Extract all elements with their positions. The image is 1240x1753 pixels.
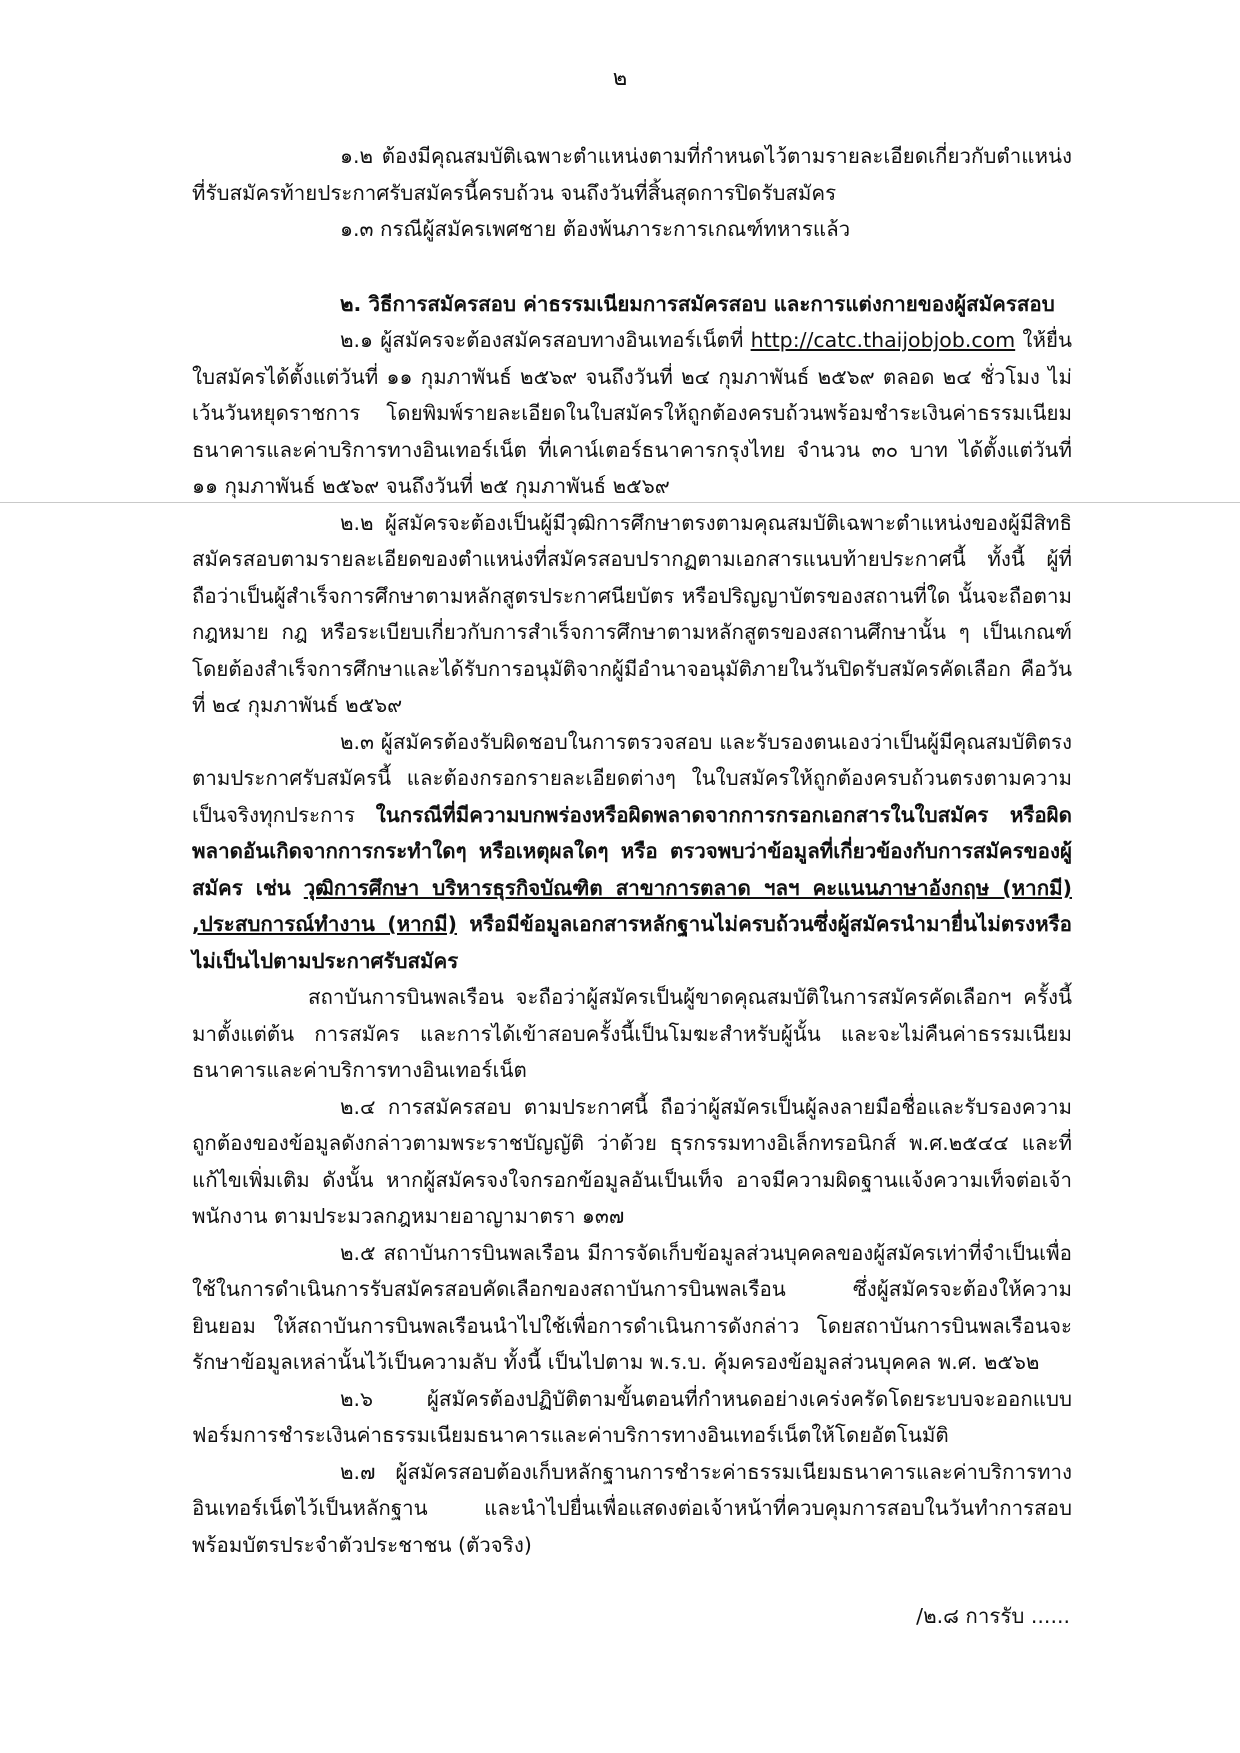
paragraph-2-3-bold-tail: หรือมีข้อมูลเอกสารหลักฐานไม่ครบถ้วนซึ่งผู้สมัครนำมายื่นไม่ตรงหรือไม่เป็นไปตามประกาศรับสมัคร [192, 912, 1072, 973]
paragraph-2-3 [192, 724, 1072, 980]
paragraph-2-3-underlined-examples: วุฒิการศึกษา บริหารธุรกิจบัณฑิต สาขาการตลาด ฯลฯ คะแนนภาษาอังกฤษ (หากมี) ,ประสบการณ์ทำงาน (หากมี) [192, 875, 1072, 936]
application-website-link[interactable]: http://catc.thaijobjob.com [750, 328, 1016, 352]
paragraph-2-4: ๒.๔ การสมัครสอบ ตามประกาศนี้ ถือว่าผู้สมัครเป็นผู้ลงลายมือชื่อและรับรองความถูกต้องของข้อมูลดังกล่าวตามพระราชบัญญัติ ว่าด้วย ธุรกรรมทางอิเล็กทรอนิกส์ พ.ศ.๒๕๔๔ และที่แก้ไขเพิ่มเติม ดังนั้น หากผู้สมัครจงใจกรอกข้อมูลอันเป็นเท็จ อาจมีความผิดฐานแจ้งความเท็จต่อเจ้าพนักงาน ตามประมวลกฎหมายอาญามาตรา ๑๓๗ [192, 1094, 1072, 1228]
continuation-marker: /๒.๘ การรับ ...... [916, 1604, 1070, 1628]
paragraph-2-3-lead: ๒.๓ ผู้สมัครต้องรับผิดชอบในการตรวจสอบ และรับรองตนเองว่าเป็นผู้มีคุณสมบัติตรงตามประกาศรับสมัครนี้ และต้องกรอกรายละเอียดต่างๆ ในใบสมัครให้ถูกต้องครบถ้วนตรงตามความเป็นจริงทุกประการ [192, 729, 1072, 827]
paragraph-1-3: ๑.๓ กรณีผู้สมัครเพศชาย ต้องพ้นภาระการเกณฑ์ทหารแล้ว [340, 217, 851, 241]
paragraph-1-2: ๑.๒ ต้องมีคุณสมบัติเฉพาะตำแหน่งตามที่กำหนดไว้ตามรายละเอียดเกี่ยวกับตำแหน่งที่รับสมัครท้ายประกาศรับสมัครนี้ครบถ้วน จนถึงวันที่สิ้นสุดการปิดรับสมัคร [192, 144, 1072, 205]
paragraph-2-1-lead: ๒.๑ ผู้สมัครจะต้องสมัครสอบทางอินเทอร์เน็ตที่ [340, 328, 751, 352]
paragraph-2-2: ๒.๒ ผู้สมัครจะต้องเป็นผู้มีวุฒิการศึกษาตรงตามคุณสมบัติเฉพาะตำแหน่งของผู้มีสิทธิสมัครสอบตามรายละเอียดของตำแหน่งที่สมัครสอบปรากฏตามเอกสารแนบท้ายประกาศนี้ ทั้งนี้ ผู้ที่ถือว่าเป็นผู้สำเร็จการศึกษาตามหลักสูตรประกาศนียบัตร หรือปริญญาบัตรของสถานที่ใด นั้นจะถือตามกฎหมาย กฎ หรือระเบียบเกี่ยวกับการสำเร็จการศึกษาตามหลักสูตรของสถานศึกษานั้น ๆ เป็นเกณฑ์ โดยต้องสำเร็จการศึกษาและได้รับการอนุมัติจากผู้มีอำนาจอนุมัติภายในวันปิดรับสมัครคัดเลือก คือวันที่ ๒๔ กุมภาพันธ์ ๒๕๖๙ [192, 510, 1072, 717]
section-2-heading: ๒. วิธีการสมัครสอบ ค่าธรรมเนียมการสมัครสอบ และการแต่งกายของผู้สมัครสอบ [340, 291, 1055, 316]
paragraph-2-7: ๒.๗ ผู้สมัครสอบต้องเก็บหลักฐานการชำระค่าธรรมเนียมธนาคารและค่าบริการทางอินเทอร์เน็ตไว้เป็นหลักฐาน และนำไปยื่นเพื่อแสดงต่อเจ้าหน้าที่ควบคุมการสอบในวันทำการสอบพร้อมบัตรประจำตัวประชาชน (ตัวจริง) [192, 1459, 1072, 1557]
paragraph-2-3-consequence: สถาบันการบินพลเรือน จะถือว่าผู้สมัครเป็นผู้ขาดคุณสมบัติในการสมัครคัดเลือกฯ ครั้งนี้มาตั้งแต่ต้น การสมัคร และการได้เข้าสอบครั้งนี้เป็นโมฆะสำหรับผู้นั้น และจะไม่คืนค่าธรรมเนียมธนาคารและค่าบริการทางอินเทอร์เน็ต [192, 985, 1072, 1082]
section-gap [192, 248, 1072, 286]
paragraph-2-6: ๒.๖ ผู้สมัครต้องปฏิบัติตามขั้นตอนที่กำหนดอย่างเคร่งครัดโดยระบบจะออกแบบฟอร์มการชำระเงินค่าธรรมเนียมธนาคารและค่าบริการทางอินเทอร์เน็ตให้โดยอัตโนมัติ [192, 1386, 1072, 1447]
paragraph-2-3-bold-warning: ในกรณีที่มีความบกพร่องหรือผิดพลาดจากการกรอกเอกสารในใบสมัคร หรือผิดพลาดอันเกิดจากการกระทำใดๆ หรือเหตุผลใดๆ หรือ ตรวจพบว่าข้อมูลที่เกี่ยวข้องกับการสมัครของผู้สมัคร เช่น [192, 802, 1072, 900]
page-number: ๒ [612, 66, 628, 91]
paragraph-2-1 [192, 322, 1072, 505]
document-body [192, 138, 1072, 1563]
paragraph-2-5: ๒.๕ สถาบันการบินพลเรือน มีการจัดเก็บข้อมูลส่วนบุคคลของผู้สมัครเท่าที่จำเป็นเพื่อใช้ในการดำเนินการรับสมัครสอบคัดเลือกของสถาบันการบินพลเรือน ซึ่งผู้สมัครจะต้องให้ความยินยอม ให้สถาบันการบินพลเรือนนำไปใช้เพื่อการดำเนินการดังกล่าว โดยสถาบันการบินพลเรือนจะรักษาข้อมูลเหล่านั้นไว้เป็นความลับ ทั้งนี้ เป็นไปตาม พ.ร.บ. คุ้มครองข้อมูลส่วนบุคคล พ.ศ. ๒๕๖๒ [192, 1240, 1072, 1374]
paragraph-2-1-rest: ให้ยื่นใบสมัครได้ตั้งแต่วันที่ ๑๑ กุมภาพันธ์ ๒๕๖๙ จนถึงวันที่ ๒๔ กุมภาพันธ์ ๒๕๖๙ ตลอด ๒๔ ชั่วโมง ไม่เว้นวันหยุดราชการ โดยพิมพ์รายละเอียดในใบสมัครให้ถูกต้องครบถ้วนพร้อมชำระเงินค่าธรรมเนียมธนาคารและค่าบริการทางอินเทอร์เน็ต ที่เคาน์เตอร์ธนาคารกรุงไทย จำนวน ๓๐ บาท ได้ตั้งแต่วันที่ ๑๑ กุมภาพันธ์ ๒๕๖๙ จนถึงวันที่ ๒๕ กุมภาพันธ์ ๒๕๖๙ [192, 328, 1072, 498]
